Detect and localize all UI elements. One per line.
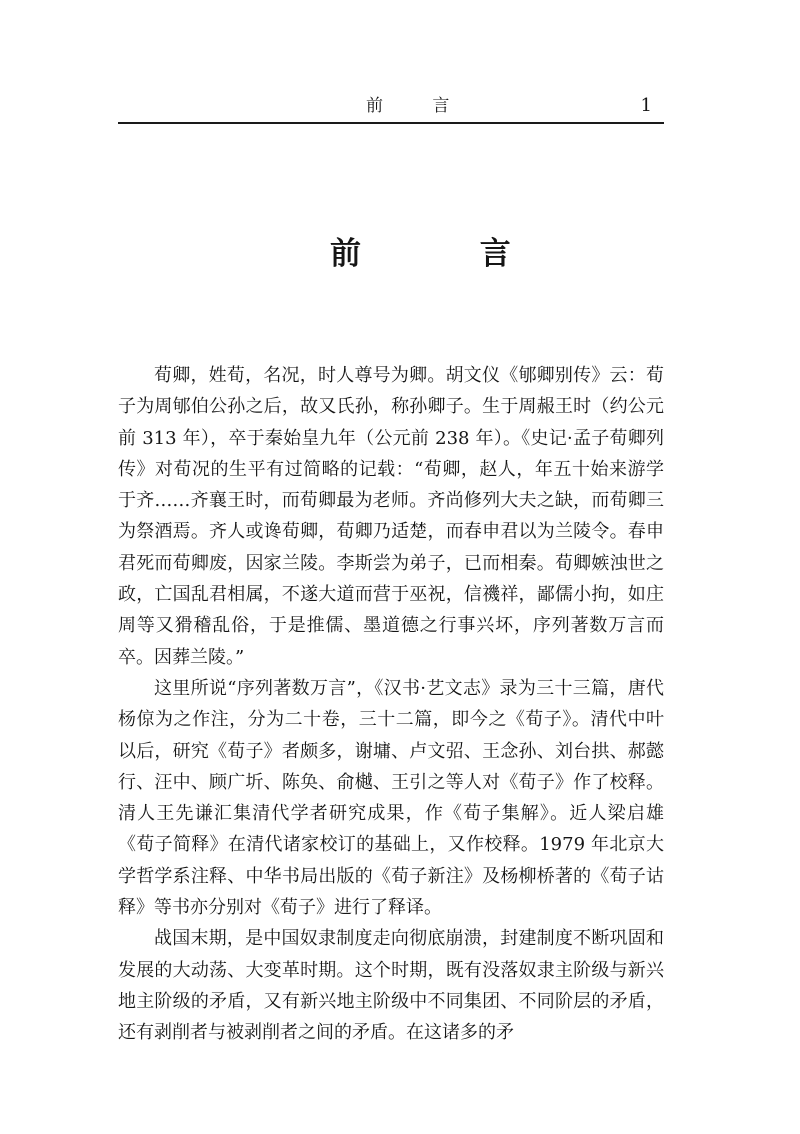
chapter-title: 前 言	[330, 236, 565, 272]
page-number: 1	[640, 95, 652, 116]
header-rule	[118, 122, 664, 124]
running-title: 前 言	[366, 96, 472, 116]
paragraph-2: 这里所说“序列著数万言”，《汉书·艺文志》录为三十三篇，唐代杨倞为之作注，分为二十卷，三十二篇，即今之《荀子》。清代中叶以后，研究《荀子》者颇多，谢墉、卢文弨、王念孙、刘台拱、郝懿行、汪中、顾广圻、陈奂、俞樾、王引之等人对《荀子》作了校释。清人王先谦汇集清代学者研究成果，作《荀子集解》。近人梁启雄《荀子简释》在清代诸家校订的基础上，又作校释。1979 年北京大学哲学系注释、中华书局出版的《荀子新注》及杨柳桥著的《荀子诂释》等书亦分别对《荀子》进行了释译。	[118, 677, 664, 919]
paragraph-1: 荀卿，姓荀，名况，时人尊号为卿。胡文仪《郇卿别传》云：荀子为周郇伯公孙之后，故又氏孙，称孙卿子。生于周赧王时（约公元前 313 年），卒于秦始皇九年（公元前 238 年）。《史记·孟子荀卿列传》对荀况的生平有过简略的记载：“荀卿，赵人，年五十始来游学于齐……齐襄王时，而荀卿最为老师。齐尚修列大夫之缺，而荀卿三为祭酒焉。齐人或谗荀卿，荀卿乃适楚，而春申君以为兰陵令。春申君死而荀卿废，因家兰陵。李斯尝为弟子，已而相秦。荀卿嫉浊世之政，亡国乱君相属，不遂大道而营于巫祝，信禨祥，鄙儒小拘，如庄周等又猾稽乱俗，于是推儒、墨道德之行事兴坏，序列著数万言而卒。因葬兰陵。”	[118, 365, 664, 668]
running-header	[118, 92, 664, 120]
body-text	[118, 360, 664, 1049]
paragraph-3: 战国末期，是中国奴隶制度走向彻底崩溃，封建制度不断巩固和发展的大动荡、大变革时期。这个时期，既有没落奴隶主阶级与新兴地主阶级的矛盾，又有新兴地主阶级中不同集团、不同阶层的矛盾，还有剥削者与被剥削者之间的矛盾。在这诸多的矛	[118, 928, 664, 1044]
